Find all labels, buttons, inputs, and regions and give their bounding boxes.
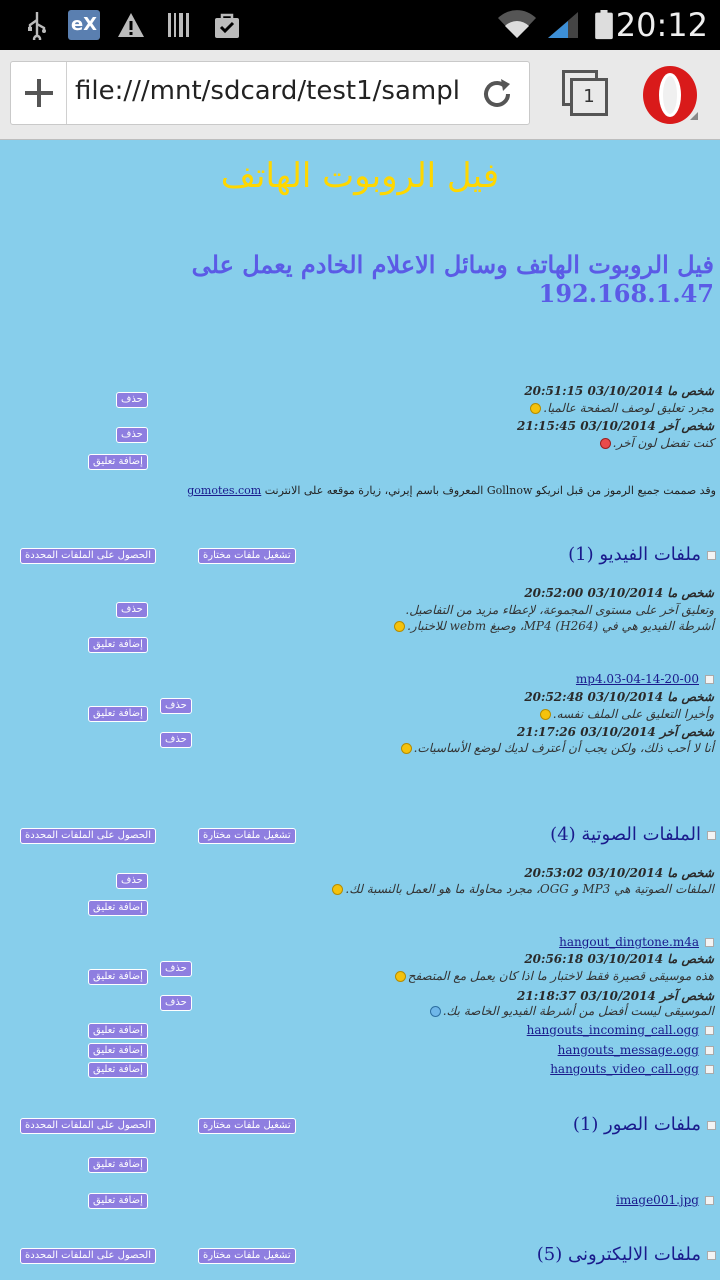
comment-text: أشرطة الفيديو هي في MP4 (H264)، وصيغ webm للاختبار. xyxy=(407,619,714,633)
checkbox[interactable] xyxy=(707,831,716,840)
checkbox[interactable] xyxy=(705,1065,714,1074)
add-comment-button[interactable]: إضافة تعليق xyxy=(88,1062,148,1078)
page-title: فيل الروبوت الهاتف xyxy=(220,156,500,196)
crying-smiley-icon xyxy=(430,1006,441,1017)
credit-text: وقد صممت جميع الرموز من قبل انريكو Gollnow المعروف باسم إيرني، زيارة موقعه على الانترنت xyxy=(264,484,716,497)
comment-body xyxy=(330,882,714,896)
delete-button[interactable]: حذف xyxy=(160,698,192,714)
checkbox[interactable] xyxy=(707,1251,716,1260)
reload-icon[interactable] xyxy=(479,76,515,112)
comment-body xyxy=(538,707,714,721)
section-images-title[interactable] xyxy=(573,1114,716,1135)
add-comment-button[interactable]: إضافة تعليق xyxy=(88,637,148,653)
delete-button[interactable]: حذف xyxy=(160,961,192,977)
get-selected-button[interactable]: الحصول على الملفات المحددة xyxy=(20,1248,156,1264)
address-bar[interactable] xyxy=(10,61,530,125)
status-bar xyxy=(0,0,720,50)
usb-icon xyxy=(24,10,50,40)
ex-app-icon: eX xyxy=(68,10,100,40)
comment-body xyxy=(392,619,714,633)
file-link[interactable] xyxy=(527,1023,714,1037)
checkbox[interactable] xyxy=(707,551,716,560)
comment-body xyxy=(528,401,714,415)
comment-body xyxy=(393,969,714,983)
add-speed-dial-button[interactable] xyxy=(11,62,67,124)
section-ebooks-title[interactable] xyxy=(537,1244,716,1265)
laughing-smiley-icon xyxy=(401,743,412,754)
section-label: ملفات الصور (1) xyxy=(572,1114,701,1135)
add-comment-button[interactable]: إضافة تعليق xyxy=(88,969,148,985)
smiley-icon xyxy=(332,884,343,895)
car-icon xyxy=(395,971,406,982)
section-label: ملفات الفيديو (1) xyxy=(568,544,701,565)
delete-button[interactable]: حذف xyxy=(116,873,148,889)
smiley-icon xyxy=(540,709,551,720)
add-comment-button[interactable]: إضافة تعليق xyxy=(88,454,148,470)
signal-icon xyxy=(546,10,580,40)
add-comment-button[interactable]: إضافة تعليق xyxy=(88,1043,148,1059)
checkbox[interactable] xyxy=(707,1121,716,1130)
smiley-icon xyxy=(394,621,405,632)
add-comment-button[interactable]: إضافة تعليق xyxy=(88,1193,148,1209)
comment-text: هذه موسيقى قصيرة فقط لاختبار ما اذا كان يعمل مع المتصفح xyxy=(407,969,714,983)
comment-text: مجرد تعليق لوصف الصفحة عالميا. xyxy=(543,401,714,415)
url-text[interactable]: file:///mnt/sdcard/test1/sampl xyxy=(75,76,460,106)
get-selected-button[interactable]: الحصول على الملفات المحددة xyxy=(20,1118,156,1134)
browser-toolbar xyxy=(0,50,720,140)
comment-header: شخص ما 03/10/2014 20:51:15 xyxy=(524,384,714,398)
section-label: الملفات الصوتية (4) xyxy=(550,824,701,845)
smiley-icon xyxy=(530,403,541,414)
comment-text: أنا لا أحب ذلك، ولكن يجب أن أعترف لديك لوضع الأساسيات. xyxy=(413,741,714,755)
section-label: ملفات الالیكترونى (5) xyxy=(536,1244,701,1265)
get-selected-button[interactable]: الحصول على الملفات المحددة xyxy=(20,828,156,844)
comment-header: شخص ما 03/10/2014 20:52:48 xyxy=(524,690,714,704)
section-video-title[interactable] xyxy=(568,544,716,565)
file-name[interactable]: hangouts_incoming_call.ogg xyxy=(526,1023,699,1037)
add-comment-button[interactable]: إضافة تعليق xyxy=(88,900,148,916)
comment-text: الملفات الصوتية هي MP3 و OGG، مجرد محاولة ما هو العمل بالنسبة لك. xyxy=(345,882,714,896)
comment-body xyxy=(428,1004,714,1018)
file-link[interactable] xyxy=(558,1043,714,1057)
barcode-icon xyxy=(166,10,192,40)
checkbox[interactable] xyxy=(705,1046,714,1055)
comment-header: شخص ما 03/10/2014 20:52:00 xyxy=(524,586,714,600)
wifi-icon xyxy=(496,10,538,40)
file-link[interactable] xyxy=(559,935,714,949)
opera-menu-icon[interactable] xyxy=(640,64,700,126)
plus-icon xyxy=(23,77,55,109)
checkbox[interactable] xyxy=(705,938,714,947)
add-comment-button[interactable]: إضافة تعليق xyxy=(88,1023,148,1039)
get-selected-button[interactable]: الحصول على الملفات المحددة xyxy=(20,548,156,564)
file-name[interactable]: hangouts_video_call.ogg xyxy=(550,1062,699,1076)
checkbox[interactable] xyxy=(705,1196,714,1205)
file-name[interactable]: hangouts_message.ogg xyxy=(557,1043,699,1057)
play-selected-button[interactable]: تشغيل ملفات مختارة xyxy=(198,1118,296,1134)
add-comment-button[interactable]: إضافة تعليق xyxy=(88,706,148,722)
comment-header: شخص ما 03/10/2014 20:53:02 xyxy=(524,866,714,880)
comment-header: شخص آخر 03/10/2014 21:15:45 xyxy=(517,419,714,433)
file-name[interactable]: mp4.03-04-14-20-00 xyxy=(575,672,699,686)
warning-icon xyxy=(116,10,146,40)
comment-body xyxy=(399,741,714,755)
tab-count: 1 xyxy=(570,78,608,116)
credit-line xyxy=(187,484,716,497)
comment-header: شخص آخر 03/10/2014 21:18:37 xyxy=(517,989,714,1003)
comment-text: وأخيرا التعليق على الملف نفسه. xyxy=(552,707,714,721)
angry-smiley-icon xyxy=(600,438,611,449)
file-link[interactable] xyxy=(616,1193,714,1207)
play-selected-button[interactable]: تشغيل ملفات مختارة xyxy=(198,1248,296,1264)
clock-time: 20:12 xyxy=(615,6,708,44)
file-name[interactable]: image001.jpg xyxy=(616,1193,699,1207)
file-name[interactable]: hangout_dingtone.m4a xyxy=(559,935,699,949)
comment-text: الموسيقى ليست أفضل من أشرطة الفيديو الخاصة بك. xyxy=(442,1004,714,1018)
tabs-button[interactable] xyxy=(562,70,608,116)
comment-header: شخص ما 03/10/2014 20:56:18 xyxy=(524,952,714,966)
add-comment-button[interactable]: إضافة تعليق xyxy=(88,1157,148,1173)
section-audio-title[interactable] xyxy=(550,824,716,845)
comment-body xyxy=(598,436,714,450)
play-selected-button[interactable]: تشغيل ملفات مختارة xyxy=(198,548,296,564)
web-page xyxy=(0,140,720,1280)
play-selected-button[interactable]: تشغيل ملفات مختارة xyxy=(198,828,296,844)
battery-icon xyxy=(592,10,616,40)
delete-button[interactable]: حذف xyxy=(160,995,192,1011)
delete-button[interactable]: حذف xyxy=(116,427,148,443)
delete-button[interactable]: حذف xyxy=(116,392,148,408)
page-subtitle: فيل الروبوت الهاتف وسائل الاعلام الخادم يعمل على 192.168.1.47 xyxy=(191,250,714,308)
delete-button[interactable]: حذف xyxy=(116,602,148,618)
shopping-bag-icon xyxy=(212,10,242,40)
comment-header: شخص آخر 03/10/2014 21:17:26 xyxy=(517,725,714,739)
delete-button[interactable]: حذف xyxy=(160,732,192,748)
file-link[interactable] xyxy=(576,672,714,686)
file-link[interactable] xyxy=(550,1062,714,1076)
comment-body: وتعليق آخر على مستوى المجموعة، لإعطاء مزيد من التفاصيل. xyxy=(405,603,714,617)
checkbox[interactable] xyxy=(705,1026,714,1035)
comment-text: كنت تفضل لون آخر. xyxy=(612,436,714,450)
checkbox[interactable] xyxy=(705,675,714,684)
gomotes-link[interactable]: gomotes.com xyxy=(187,484,262,497)
